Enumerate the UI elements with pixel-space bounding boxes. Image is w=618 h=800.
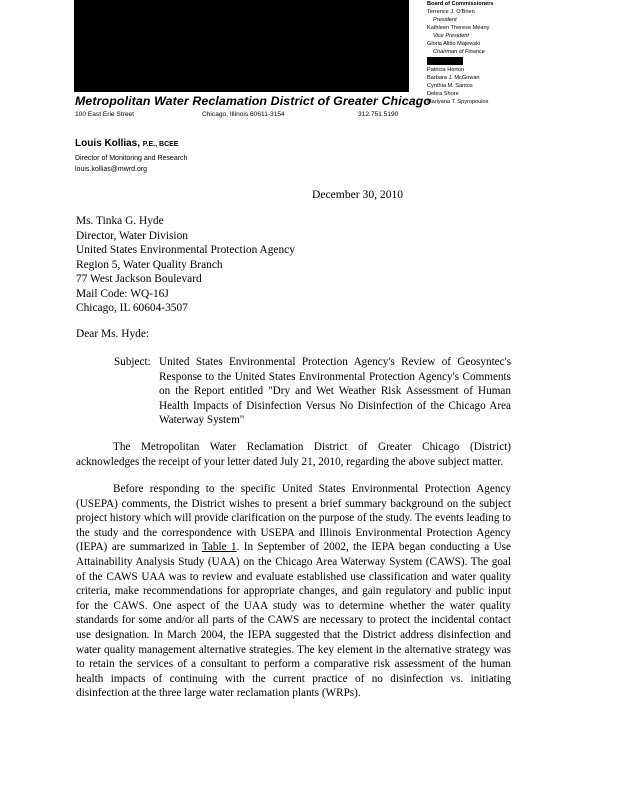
board-member-office: President xyxy=(433,17,457,23)
organization-name: Metropolitan Water Reclamation District of Greater Chicago xyxy=(75,94,432,108)
street-address: 100 East Erie Street xyxy=(75,111,135,118)
board-of-commissioners xyxy=(427,0,612,106)
recipient-line: Ms. Tinka G. Hyde xyxy=(76,215,164,227)
subject-block xyxy=(114,355,511,428)
letter-date: December 30, 2010 xyxy=(312,188,404,201)
board-member-name: Cynthia M. Santos xyxy=(427,83,473,89)
recipient-line: Chicago, IL 60604-3507 xyxy=(76,302,188,314)
author-name: Louis Kollias, xyxy=(75,138,141,149)
recipient-line: Director, Water Division xyxy=(76,229,188,242)
paragraph-2-text-start: Before responding to the specific United States Environmental Protection Agency (USEPA) comments, the District wishes to present a brief summary background on the subject project history which will provide clarification on the purpose of the study. The events leading to the study and the correspondence with USEPA and Illinois Environmental Protection Agency (IEPA) are summarized in xyxy=(76,483,511,554)
subject-label: Subject: xyxy=(114,356,151,368)
recipient-line: 77 West Jackson Boulevard xyxy=(76,273,202,285)
board-member-name: Mariyana T. Spyropoulos xyxy=(427,99,489,105)
board-member-name: Barbara J. McGowan xyxy=(427,75,480,81)
author-credentials: P.E., BCEE xyxy=(142,141,179,148)
subject-text: United States Environmental Protection Agency's Review of Geosyntec's Response to the United States Environmental Protection Agency's Comments on the Report entitled "Dry and Wet Weather Risk Assessment of Human Health Impacts of Disinfection Versus No Disinfection of the Chicago Area Waterway System" xyxy=(159,356,511,426)
recipient-line: United States Environmental Protection Agency xyxy=(76,244,295,256)
recipient-address xyxy=(76,214,295,316)
board-member-name: Kathleen Therese Meany xyxy=(427,25,490,31)
paragraph-2-text-end: . In September of 2002, the IEPA began conducting a Use Attainability Analysis Study (UAA) on the Chicago Area Waterway System (CAWS). The goal of the CAWS UAA was to review and evaluate established use classification and water quality criteria, make recommendations for appropriate changes, and gain regulatory and public input for the CAWS. One aspect of the UAA study was to determine whether the water quality standards for some and/or all parts of the CAWS are necessary to protect the incidental contact use designation. In March 2004, the IEPA suggested that the District address disinfection and water quality management alternative strategies. The key element in the alternative strategy was to retain the services of a consultant to perform a comparative risk assessment of the human health impacts of continuing with the current practice of no disinfection vs. initiating disinfection at the three large water reclamation plants (WRPs). xyxy=(76,541,511,700)
board-member-name: Terrence J. O'Brien xyxy=(427,9,475,15)
author-email: louis.kollias@mwrd.org xyxy=(75,166,148,173)
body-paragraph-2 xyxy=(76,482,511,701)
body-paragraph-1: The Metropolitan Water Reclamation District of Greater Chicago (District) acknowledges the receipt of your letter dated July 21, 2010, regarding the above subject matter. xyxy=(76,441,511,468)
board-title: Board of Commissioners xyxy=(427,1,494,7)
board-member-name: Gloria Alitto Majewski xyxy=(427,41,481,47)
board-member-name: Patricia Horton xyxy=(427,67,464,73)
recipient-line: Region 5, Water Quality Branch xyxy=(76,258,223,271)
board-member-office: Chairman of Finance xyxy=(433,49,485,55)
redacted-name-bar xyxy=(427,57,463,65)
city-state-zip: Chicago, Illinois 60611-3154 xyxy=(202,111,285,118)
salutation: Dear Ms. Hyde: xyxy=(76,328,150,340)
recipient-line: Mail Code: WQ-16J xyxy=(76,287,169,300)
redacted-logo-block xyxy=(74,0,409,92)
phone-number: 312.751.5190 xyxy=(358,111,399,118)
table-reference: Table 1 xyxy=(201,541,237,554)
author-title: Director of Monitoring and Research xyxy=(75,155,188,162)
author-name-line xyxy=(75,138,178,149)
board-member-office: Vice President xyxy=(433,33,469,39)
board-member-name: Debra Shore xyxy=(427,91,459,97)
